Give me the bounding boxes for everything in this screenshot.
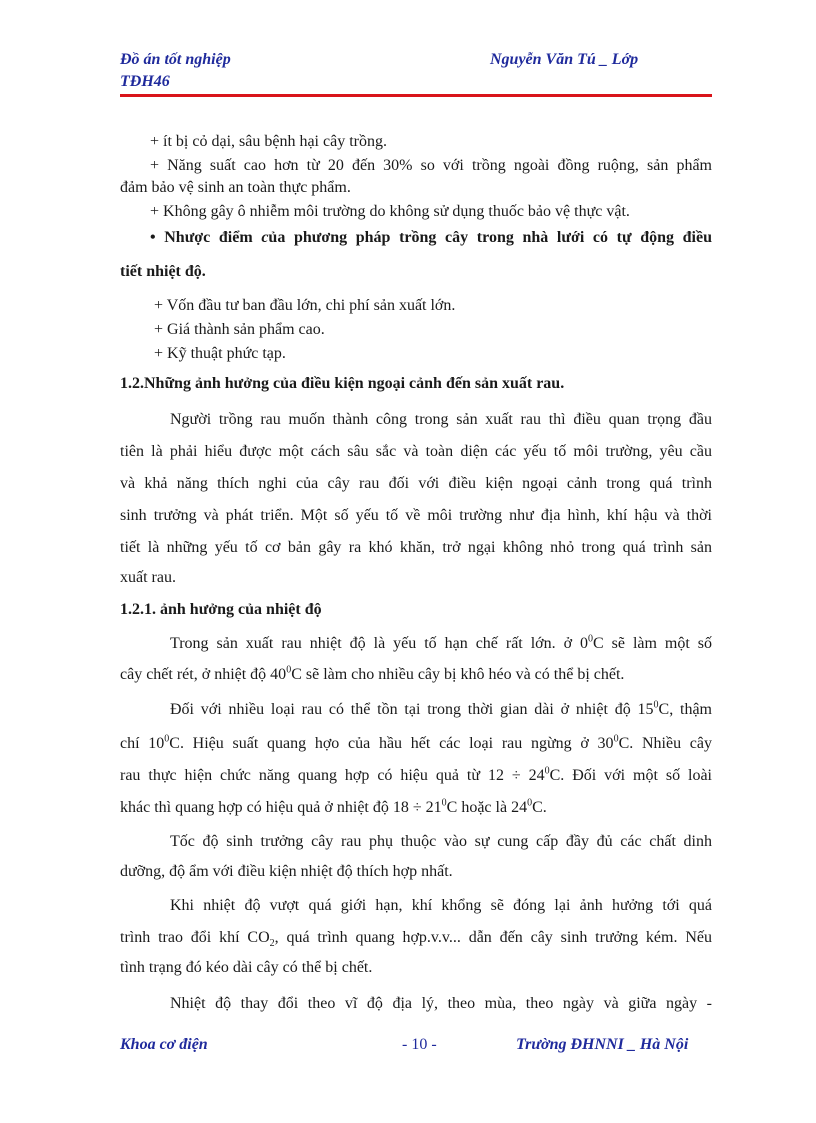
paragraph-line: cây chết rét, ở nhiệt độ $40^0C$ sẽ làm cho nhiều cây bị khô héo và có thể bị chết. bbox=[120, 664, 625, 683]
bullet-yield: + Năng suất cao hơn từ 20 đến 30% so với trồng ngoài đồng ruộng, sản phẩm bbox=[150, 157, 712, 174]
paragraph-line: Khi nhiệt độ vượt quá giới hạn, khí khổng sẽ đóng lại ảnh hưởng tới quá bbox=[170, 897, 712, 914]
paragraph-line: tiết là những yếu tố cơ bản gây ra khó khăn, trở ngại không nhỏ trong quá trình sản bbox=[120, 539, 712, 556]
page-number: - 10 - bbox=[402, 1036, 437, 1053]
bullet-no-pollution: + Không gây ô nhiễm môi trường do không sử dụng thuốc bảo vệ thực vật. bbox=[150, 203, 630, 220]
paragraph-line: Nhiệt độ thay đổi theo vĩ độ địa lý, theo mùa, theo ngày và giữa ngày - bbox=[170, 995, 712, 1012]
paragraph-line: tiên là phải hiểu được một cách sâu sắc và toàn diện các yếu tố môi trường, yêu cầu bbox=[120, 443, 712, 460]
paragraph-line: Trong sản xuất rau nhiệt độ là yếu tố hạn chế rất lớn. ở $0^0C$ sẽ làm một số bbox=[170, 633, 712, 652]
paragraph-line: tình trạng đó kéo dài cây có thể bị chết. bbox=[120, 959, 373, 976]
section-heading-1-2: 1.2.Những ảnh hưởng của điều kiện ngoại cảnh đến sản xuất rau. bbox=[120, 375, 565, 392]
paragraph-line: Người trồng rau muốn thành công trong sản xuất rau thì điều quan trọng đầu bbox=[170, 411, 712, 428]
bullet-yield-cont: đảm bảo vệ sinh an toàn thực phẩm. bbox=[120, 179, 351, 196]
paragraph-line: sinh trưởng và phát triển. Một số yếu tố về môi trường như địa hình, khí hậu và thời bbox=[120, 507, 712, 524]
bullet-weeds: + ít bị cỏ dại, sâu bệnh hại cây trồng. bbox=[150, 133, 387, 150]
footer-university: Trường ĐHNNI _ Hà Nội bbox=[516, 1036, 689, 1053]
paragraph-line: Đối với nhiều loại rau có thể tồn tại trong thời gian dài ở nhiệt độ $15^0C$, thậm bbox=[170, 699, 712, 718]
bullet-investment: + Vốn đầu tư ban đầu lớn, chi phí sản xuất lớn. bbox=[154, 297, 456, 314]
disadvantages-heading: • Nhược điểm của phương pháp trồng cây trong nhà lưới có tự động điều bbox=[150, 229, 712, 246]
paragraph-line: xuất rau. bbox=[120, 569, 176, 586]
header-author: Nguyễn Văn Tú _ Lớp bbox=[490, 51, 639, 68]
paragraph-line: và khả năng thích nghi của cây rau đối với điều kiện ngoại cảnh trong quá trình bbox=[120, 475, 712, 492]
paragraph-line: dưỡng, độ ẩm với điều kiện nhiệt độ thích hợp nhất. bbox=[120, 863, 453, 880]
paragraph-line: trình trao đổi khí $CO_2$, quá trình quang hợp.v.v... dẫn đến cây sinh trưởng kém. Nếu bbox=[120, 929, 712, 950]
footer-faculty: Khoa cơ điện bbox=[120, 1036, 208, 1053]
paragraph-line: khác thì quang hợp có hiệu quả ở nhiệt độ $18 \div 21^0C$ hoặc là $24^0C$. bbox=[120, 797, 547, 816]
header-rule bbox=[120, 94, 712, 97]
paragraph-line: Tốc độ sinh trưởng cây rau phụ thuộc vào sự cung cấp đầy đủ các chất dinh bbox=[170, 833, 712, 850]
disadvantages-heading-cont: tiết nhiệt độ. bbox=[120, 263, 206, 280]
bullet-technique: + Kỹ thuật phức tạp. bbox=[154, 345, 286, 362]
bullet-price: + Giá thành sản phẩm cao. bbox=[154, 321, 325, 338]
header-title: Đồ án tốt nghiệp bbox=[120, 51, 231, 68]
header-class: TĐH46 bbox=[120, 73, 170, 90]
section-heading-1-2-1: 1.2.1. ảnh hưởng của nhiệt độ bbox=[120, 601, 322, 618]
paragraph-line: chí $10^0C$. Hiệu suất quang hợo của hầu hết các loại rau ngừng ở $30^0C$. Nhiều cây bbox=[120, 733, 712, 752]
paragraph-line: rau thực hiện chức năng quang hợp có hiệu quả từ $12 \div 24^0C$. Đối với một số loài bbox=[120, 765, 712, 784]
